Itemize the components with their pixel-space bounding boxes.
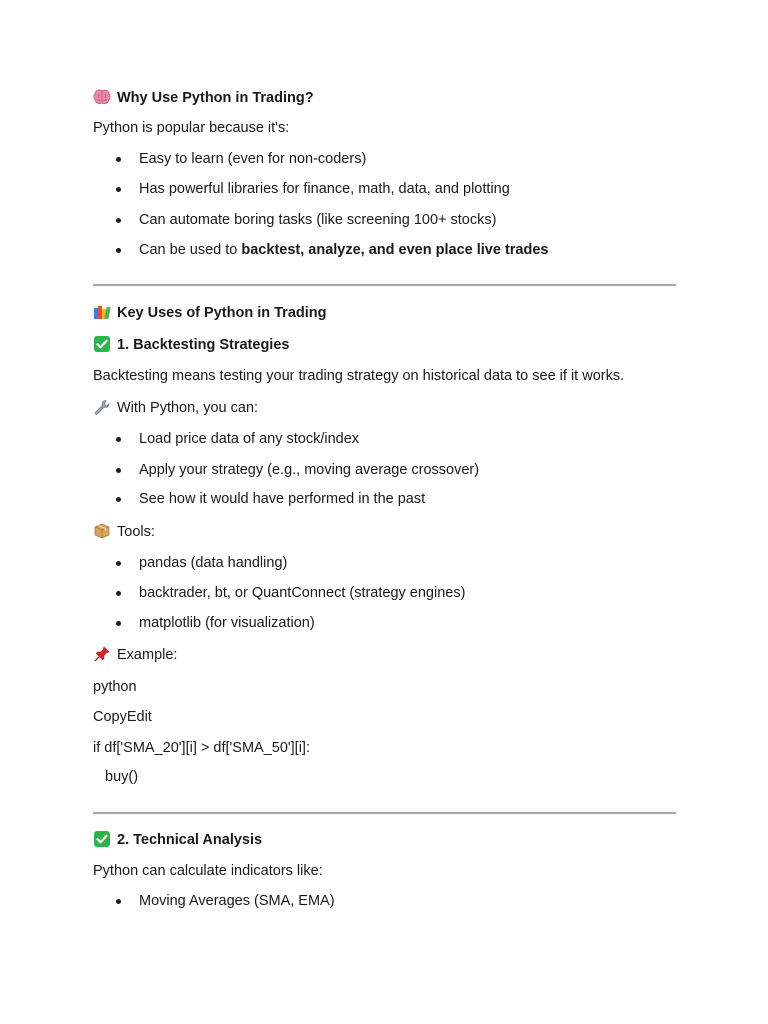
section-heading-key-uses xyxy=(93,304,326,322)
list-item-bold: backtest, analyze, and even place live trades xyxy=(241,242,549,258)
bullet-dot xyxy=(116,218,121,223)
example-label xyxy=(93,646,177,664)
with-python-label xyxy=(93,399,258,417)
list-item-text: Apply your strategy (e.g., moving average crossover) xyxy=(139,462,480,478)
code-language-label: python xyxy=(93,679,137,695)
list-item-prefix: Can be used to xyxy=(139,242,242,258)
list-item-text: Easy to learn (even for non-coders) xyxy=(139,151,367,167)
bullet-dot xyxy=(116,437,121,442)
intro-text: Python can calculate indicators like: xyxy=(93,863,323,879)
subheading-text: 1. Backtesting Strategies xyxy=(117,337,290,353)
subheading-text: 2. Technical Analysis xyxy=(117,832,263,848)
bullet-dot xyxy=(116,248,121,253)
bullet-dot xyxy=(116,187,121,192)
tools-label xyxy=(93,523,155,541)
pushpin-icon xyxy=(93,646,111,662)
bullet-dot xyxy=(116,621,121,626)
brain-icon xyxy=(93,89,111,105)
list-item-text: backtrader, bt, or QuantConnect (strategy engines) xyxy=(139,585,466,601)
intro-text: Python is popular because it's: xyxy=(93,120,290,136)
list-item-text xyxy=(139,241,548,259)
wrench-icon xyxy=(93,399,111,415)
list-item-text: See how it would have performed in the past xyxy=(139,491,426,507)
bullet-dot xyxy=(116,561,121,566)
code-line: if df['SMA_20'][i] > df['SMA_50'][i]: xyxy=(93,740,310,756)
bullet-dot xyxy=(116,157,121,162)
package-icon xyxy=(93,523,111,539)
list-item-text: Can automate boring tasks (like screening 100+ stocks) xyxy=(139,212,497,228)
label-text: Tools: xyxy=(117,524,155,540)
subheading-technical-analysis xyxy=(93,831,262,849)
check-mark-button-icon xyxy=(93,336,111,352)
label-text: With Python, you can: xyxy=(117,400,259,416)
horizontal-rule xyxy=(93,284,676,286)
list-item-text: matplotlib (for visualization) xyxy=(139,615,315,631)
heading-text: Key Uses of Python in Trading xyxy=(117,305,327,321)
list-item-text: Load price data of any stock/index xyxy=(139,431,360,447)
bullet-dot xyxy=(116,591,121,596)
bullet-dot xyxy=(116,497,121,502)
horizontal-rule xyxy=(93,812,676,814)
label-text: Example: xyxy=(117,647,178,663)
code-line: buy() xyxy=(105,769,139,785)
check-mark-button-icon xyxy=(93,831,111,847)
list-item-text: Has powerful libraries for finance, math, data, and plotting xyxy=(139,181,510,197)
bullet-dot xyxy=(116,899,121,904)
description-text: Backtesting means testing your trading strategy on historical data to see if it works. xyxy=(93,368,625,384)
bullet-dot xyxy=(116,468,121,473)
subheading-backtesting xyxy=(93,336,289,354)
heading-text: Why Use Python in Trading? xyxy=(117,90,314,106)
list-item-text: Moving Averages (SMA, EMA) xyxy=(139,893,335,909)
list-item-text: pandas (data handling) xyxy=(139,555,288,571)
copy-edit-label: CopyEdit xyxy=(93,709,152,725)
section-heading-why-python xyxy=(93,89,314,107)
books-icon xyxy=(93,304,111,320)
